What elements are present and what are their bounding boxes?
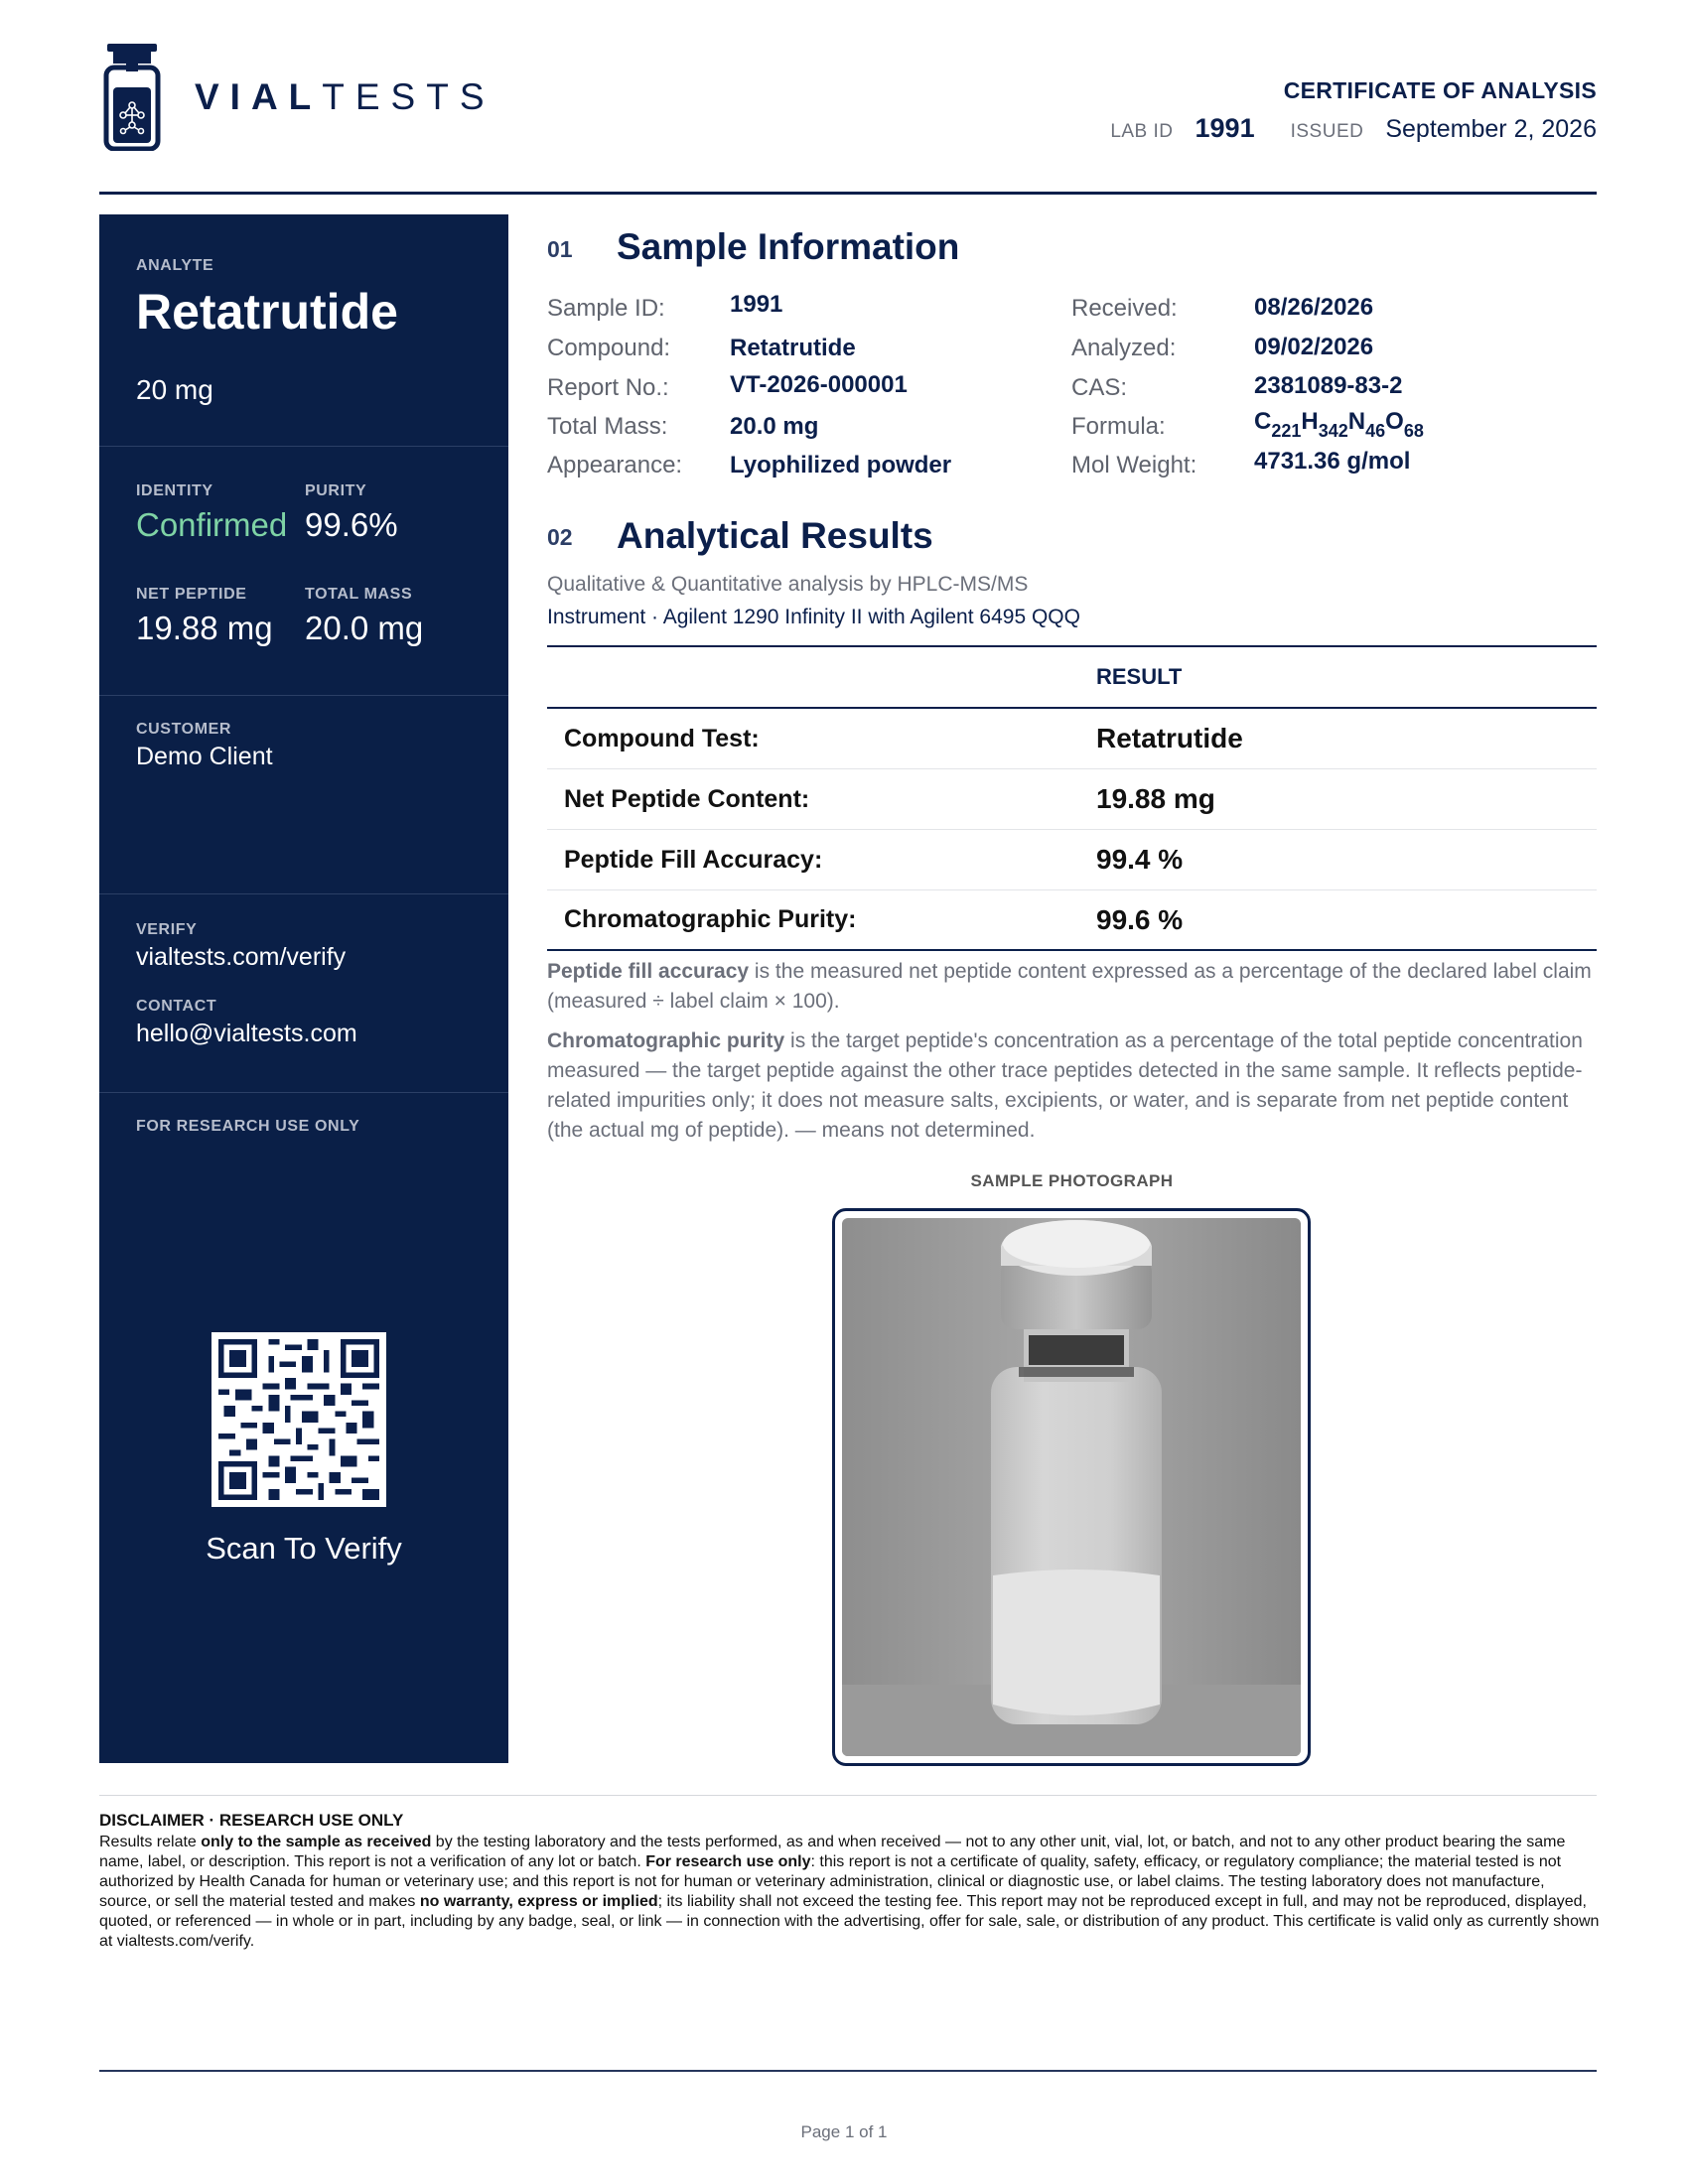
sidebar-divider <box>99 1092 508 1093</box>
info-label: Total Mass: <box>547 413 668 440</box>
purity-label: PURITY <box>305 482 367 499</box>
info-label: Sample ID: <box>547 295 665 322</box>
contact-label: CONTACT <box>136 998 217 1015</box>
lab-id-label: LAB ID <box>1110 121 1174 142</box>
info-value: 4731.36 g/mol <box>1254 448 1411 475</box>
sidebar-divider <box>99 893 508 894</box>
verify-link[interactable]: vialtests.com/verify <box>136 943 347 971</box>
verify-section <box>99 921 508 1048</box>
section-number: 01 <box>547 236 573 262</box>
row-label: Chromatographic Purity: <box>564 905 857 933</box>
info-label: Received: <box>1071 295 1178 322</box>
row-value: 19.88 mg <box>1096 783 1215 814</box>
purity-note: Chromatographic purity is the target peptide's concentration as a percentage of the total peptide concentration measured — the target peptide against the other trace peptides detected in the same sample. It reflects peptide-related impurities only; it does not measure salts, excipients, or water, and is separate from net peptide content (the actual mg of peptide). — means not determined. <box>547 1029 1583 1142</box>
analyte-dose: 20 mg <box>136 374 213 405</box>
summary-sidebar <box>99 214 508 1763</box>
row-label: Peptide Fill Accuracy: <box>564 845 823 874</box>
qr-code[interactable] <box>211 1332 386 1507</box>
info-value: 2381089-83-2 <box>1254 372 1403 399</box>
info-label: Formula: <box>1071 413 1166 440</box>
document-meta <box>1110 113 1597 144</box>
fill-accuracy-note: Peptide fill accuracy is the measured net peptide content expressed as a percentage of the declared label claim (measured ÷ label claim × 100). <box>547 960 1592 1013</box>
info-value: Lyophilized powder <box>730 452 952 478</box>
qr-code-icon <box>218 1339 379 1500</box>
analyte-name: Retatrutide <box>136 284 398 340</box>
disclaimer-title: DISCLAIMER · RESEARCH USE ONLY <box>99 1811 404 1830</box>
analyte-section <box>99 257 508 406</box>
identity-value: Confirmed <box>136 506 288 543</box>
instrument-text: Instrument · Agilent 1290 Infinity II with Agilent 6495 QQQ <box>547 606 1080 628</box>
table-row <box>547 769 1597 830</box>
sample-photograph <box>832 1208 1311 1766</box>
net-peptide-value: 19.88 mg <box>136 610 273 646</box>
purity-value: 99.6% <box>305 506 398 543</box>
photo-caption: SAMPLE PHOTOGRAPH <box>970 1171 1174 1190</box>
info-value: 20.0 mg <box>730 413 819 440</box>
header-divider <box>99 192 1597 195</box>
footer-divider <box>99 2070 1597 2072</box>
row-label: Net Peptide Content: <box>564 784 810 813</box>
analyte-label: ANALYTE <box>136 257 214 274</box>
vial-photo-image <box>842 1218 1301 1756</box>
info-label: Analyzed: <box>1071 335 1177 361</box>
lab-id-value: 1991 <box>1195 113 1255 143</box>
contact-email[interactable]: hello@vialtests.com <box>136 1020 357 1047</box>
section-title: Analytical Results <box>617 515 933 556</box>
scan-to-verify-label: Scan To Verify <box>206 1531 402 1566</box>
info-label: Compound: <box>547 335 671 361</box>
disclaimer-divider <box>99 1795 1597 1796</box>
disclaimer-body: Results relate only to the sample as received by the testing laboratory and the tests performed, as and when received — not to any other unit, vial, lot, or batch, and not to any other product bearing the same name, label, or description. This report is not a verification of any lot or batch. For research use only: this report is not a certificate of quality, safety, efficacy, or regulatory compliance; the material tested is not authorized by Health Canada for human or veterinary use; and this report is not for human or veterinary administration, clinical or diagnostic use, or label claims. The testing laboratory does not manufacture, source, or sell the material tested and makes no warranty, express or implied; its liability shall not exceed the testing fee. This report may not be reproduced except in full, and may not be reproduced, displayed, quoted, or referenced — in whole or in part, including by any badge, seal, or link — in connection with the advertising, offer for sale, sale, or distribution of any product. This certificate is valid only as currently shown at vialtests.com/verify. <box>99 1834 1600 1950</box>
info-value: Retatrutide <box>730 335 856 361</box>
total-mass-label: TOTAL MASS <box>305 586 413 603</box>
customer-value: Demo Client <box>136 743 273 770</box>
section-number: 02 <box>547 524 573 550</box>
total-mass-value: 20.0 mg <box>305 610 424 646</box>
brand-logo <box>103 44 495 151</box>
table-row <box>547 830 1597 890</box>
verify-label: VERIFY <box>136 921 198 938</box>
sidebar-divider <box>99 695 508 696</box>
document-title: CERTIFICATE OF ANALYSIS <box>1283 77 1597 103</box>
table-row <box>547 890 1597 951</box>
info-label: Mol Weight: <box>1071 452 1197 478</box>
vial-logo-icon <box>103 44 161 151</box>
info-value: 1991 <box>730 291 783 318</box>
info-value: 09/02/2026 <box>1254 334 1374 360</box>
customer-label: CUSTOMER <box>136 721 232 738</box>
row-value: 99.6 % <box>1096 903 1184 935</box>
results-table <box>547 645 1597 951</box>
info-value: VT-2026-000001 <box>730 371 908 398</box>
info-label: Appearance: <box>547 452 683 478</box>
formula-value: $C_{221}H_{342}N_{46}O_{68}$ <box>1254 408 1424 441</box>
info-value: 08/26/2026 <box>1254 294 1374 321</box>
method-text: Qualitative & Quantitative analysis by HPLC-MS/MS <box>547 573 1029 596</box>
row-value: 99.4 % <box>1096 844 1184 875</box>
net-peptide-label: NET PEPTIDE <box>136 586 247 603</box>
info-label: Report No.: <box>547 374 669 401</box>
brand-wordmark: VIALTESTS <box>195 76 495 117</box>
row-value: Retatrutide <box>1096 723 1243 753</box>
section-title: Sample Information <box>617 226 960 267</box>
sidebar-divider <box>99 446 508 447</box>
info-label: CAS: <box>1071 374 1128 401</box>
issued-label: ISSUED <box>1290 121 1364 142</box>
page-number: Page 1 of 1 <box>800 2122 888 2141</box>
table-row <box>547 709 1597 769</box>
customer-section <box>99 721 508 771</box>
row-label: Compound Test: <box>564 724 760 752</box>
ruo-section <box>99 1118 508 1136</box>
ruo-label: FOR RESEARCH USE ONLY <box>136 1118 360 1135</box>
identity-label: IDENTITY <box>136 482 213 499</box>
result-column-header: RESULT <box>1096 664 1183 689</box>
issued-date: September 2, 2026 <box>1385 115 1597 143</box>
